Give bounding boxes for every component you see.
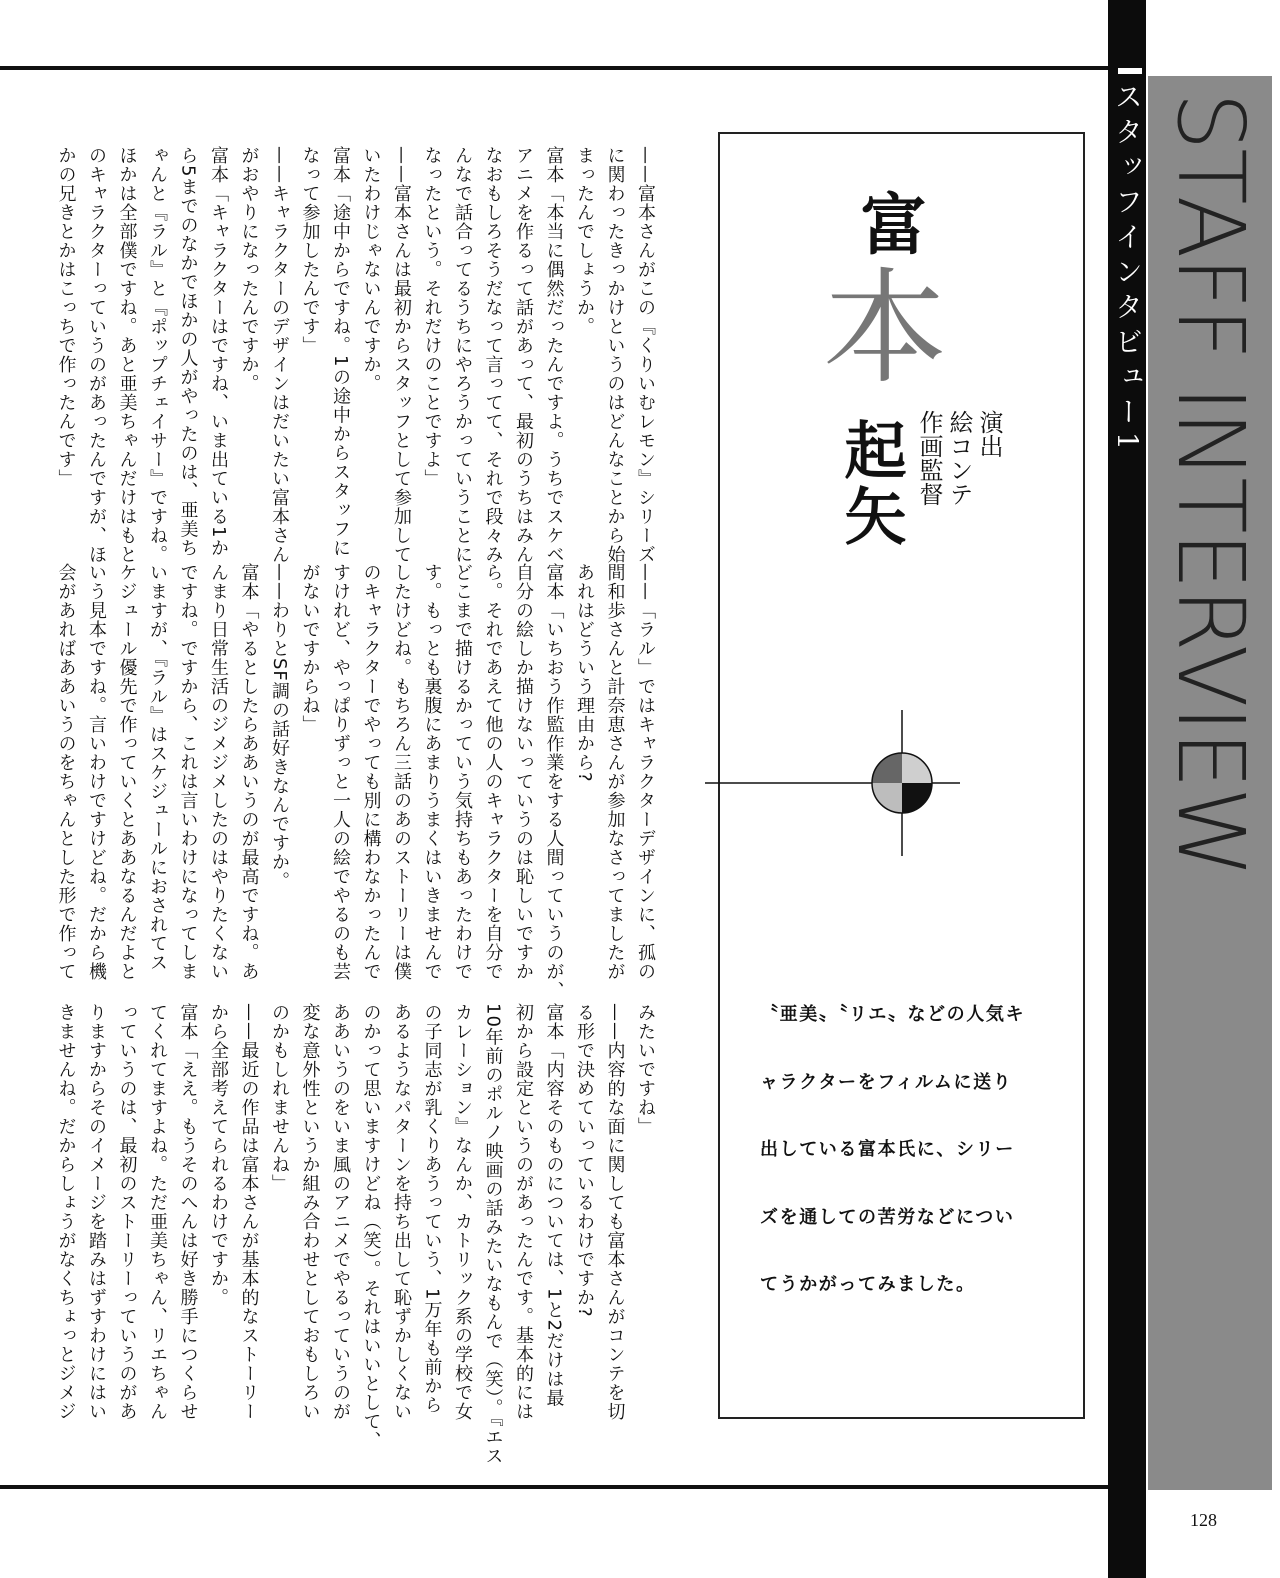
intro-line: 〝亜美〟〝リエ〟などの人気キ xyxy=(760,1004,1026,1025)
article-column-middle: んまり日常生活のジメジメしたのはやりたくない xyxy=(208,563,229,981)
article-column-middle: すけれど、やっぱりずっと一人の絵でやるのも芸 xyxy=(330,563,351,981)
article-column-middle: 間和歩さんと計奈恵さんが参加なさってましたが xyxy=(604,563,626,981)
section-title-en: STAFF INTERVIEW xyxy=(1157,92,1264,876)
intro-line: ズを通しての苦労などについ xyxy=(760,1206,1015,1228)
article-column-middle: ですね。ですから、これは言いわけになってしま xyxy=(177,563,199,981)
article-column-top: に関わったきっかけというのはどんなことから始 xyxy=(604,146,626,564)
article-column-top: のキャラクターっていうのがあったんですが、ほ xyxy=(86,146,107,564)
top-rule xyxy=(0,66,1110,70)
article-column-bottom: てくれてますよね。ただ亜美ちゃん、リエちゃん xyxy=(147,1003,168,1421)
article-column-middle: のキャラクターでやっても別に構わなかったんで xyxy=(360,563,382,981)
page-number: 128 xyxy=(1190,1510,1217,1530)
article-column-top: 富本「本当に偶然だったんですよ。うちでスケベ xyxy=(543,146,565,564)
article-column-bottom: 10年前のポルノ映画の話みたいなもんで（笑）。『エス xyxy=(482,1003,504,1466)
article-column-bottom: あるようなパターンを持ち出して恥ずかしくない xyxy=(391,1003,412,1421)
article-column-top: かの兄きとかはこっちで作ったんです」 xyxy=(55,146,77,488)
role-item: 作画監督 xyxy=(915,410,943,506)
bottom-rule xyxy=(0,1485,1110,1489)
article-column-middle: ——「ラル」ではキャラクターデザインに、孤の xyxy=(635,563,656,981)
article-column-middle: 会があればああいうのをちゃんとした形で作って xyxy=(55,563,77,981)
article-column-bottom: ——内容的な面に関しても富本さんがコンテを切 xyxy=(604,1003,626,1421)
article-column-top: なったという。それだけのことですよ」 xyxy=(421,146,443,488)
article-column-top: なおもしろそうだなって言ってて、それで段々み xyxy=(482,146,504,564)
section-title-jp: スタッフインタビュー1 xyxy=(1111,82,1144,457)
article-column-top: ほかは全部僕ですね。あと亜美ちゃんだけはもと xyxy=(116,146,138,564)
article-column-bottom: 初から設定というのがあったんです。基本的には xyxy=(513,1003,534,1421)
intro-line: 出している富本氏に、シリー xyxy=(760,1139,1015,1160)
crosshair-emblem-icon xyxy=(700,708,962,858)
article-column-middle: したけどね。もちろん三話のあのストーリーは僕 xyxy=(391,563,412,981)
article-column-middle: どこまで描けるかっていう気持ちもあったわけで xyxy=(452,563,473,981)
name-family-char-1: 富 xyxy=(849,190,926,256)
article-column-bottom: ——最近の作品は富本さんが基本的なストーリー xyxy=(238,1003,260,1421)
article-column-top: アニメを作るって話があって、最初のうちはみん xyxy=(513,146,534,564)
role-list xyxy=(916,410,1002,506)
intro-blurb xyxy=(760,998,1060,1336)
article-column-top: ——キャラクターのデザインはだいたい富本さん xyxy=(269,146,290,564)
article-column-top: なって参加したんです」 xyxy=(299,146,321,355)
role-item: 演出 xyxy=(975,410,1003,458)
article-column-middle: ケジュール優先で作っていくとああなるんだよと xyxy=(116,563,138,981)
article-column-middle: がないですからね」 xyxy=(299,563,321,734)
side-bar-cap xyxy=(1118,68,1142,74)
article-column-bottom: る形で決めていっているわけですか? xyxy=(574,1003,595,1318)
article-column-top: んなで話合ってるうちにやろうかっていうことに xyxy=(452,146,473,564)
article-column-middle: あれはどういう理由から? xyxy=(574,563,595,783)
article-column-middle: いう見本ですね。言いわけですけどね。だから機 xyxy=(86,563,107,981)
article-column-top: がおやりになったんですか。 xyxy=(238,146,260,393)
intro-line: ャラクターをフィルムに送り xyxy=(760,1071,1013,1093)
article-column-bottom: の子同志が乳くりあうっていう、1万年も前から xyxy=(421,1003,443,1415)
article-column-middle: ——わりとSF調の話好きなんですか。 xyxy=(269,563,290,891)
article-column-middle: す。もっとも裏腹にあまりうまくはいきませんで xyxy=(421,563,443,981)
role-item: 絵コンテ xyxy=(945,410,973,506)
article-column-bottom: ああいうのをいま風のアニメでやるっていうのが xyxy=(330,1003,351,1421)
article-column-bottom: りますからそのイメージを踏みはずすわけにはい xyxy=(86,1003,107,1421)
article-column-bottom: っていうのは、最初のストーリーっていうのがあ xyxy=(116,1003,138,1421)
article-column-top: いたわけじゃないんですか。 xyxy=(360,146,382,393)
article-column-middle: 富本「やるとしたらああいうのが最高ですね。あ xyxy=(238,563,260,981)
article-column-bottom: きませんね。だからしょうがなくちょっとジメジ xyxy=(55,1003,77,1421)
article-column-bottom: 富本「ええ。もうそのへんは好き勝手につくらせ xyxy=(177,1003,199,1421)
article-column-top: ゃんと『ラル』と『ポップチェイサー』ですね。 xyxy=(147,146,168,564)
article-column-middle: 自分の絵しか描けないっていうのは恥しいですか xyxy=(513,563,534,981)
article-column-bottom: のかもしれませんね」 xyxy=(269,1003,290,1193)
article-column-middle: ら。それであえて他の人のキャラクターを自分で xyxy=(482,563,504,981)
article-column-top: ら5までのなかでほかの人がやったのは、亜美ち xyxy=(177,146,199,558)
article-column-middle: いますが、『ラル』はスケジュールにおされてス xyxy=(147,563,168,972)
article-column-bottom: 変な意外性というか組み合わせとしておもしろい xyxy=(299,1003,321,1421)
article-column-bottom: みたいですね」 xyxy=(635,1003,656,1136)
article-column-bottom: のかって思いますけどね（笑）。それはいいとして、 xyxy=(360,1003,382,1450)
article-column-top: 富本「キャラクターはですね、いま出ている1か xyxy=(208,146,229,558)
article-column-middle: 富本「いちおう作監作業をする人間っていうのが、 xyxy=(543,563,565,1000)
name-given: 起矢 xyxy=(834,418,907,550)
article-column-top: まったんでしょうか。 xyxy=(574,146,595,336)
intro-line: てうかがってみました。 xyxy=(760,1274,976,1295)
article-column-top: ——富本さんがこの『くりいむレモン』シリーズ xyxy=(635,146,656,564)
article-column-top: 富本「途中からですね。1の途中からスタッフに xyxy=(330,146,351,558)
name-family-char-2: 本 xyxy=(802,262,946,386)
article-column-top: ——富本さんは最初からスタッフとして参加して xyxy=(391,146,412,564)
article-column-bottom: から全部考えてられるわけですか。 xyxy=(208,1003,229,1307)
article-column-bottom: カレーション』なんか、カトリック系の学校で女 xyxy=(452,1003,473,1421)
article-column-bottom: 富本「内容そのものについては、1と2だけは最 xyxy=(543,1003,565,1408)
